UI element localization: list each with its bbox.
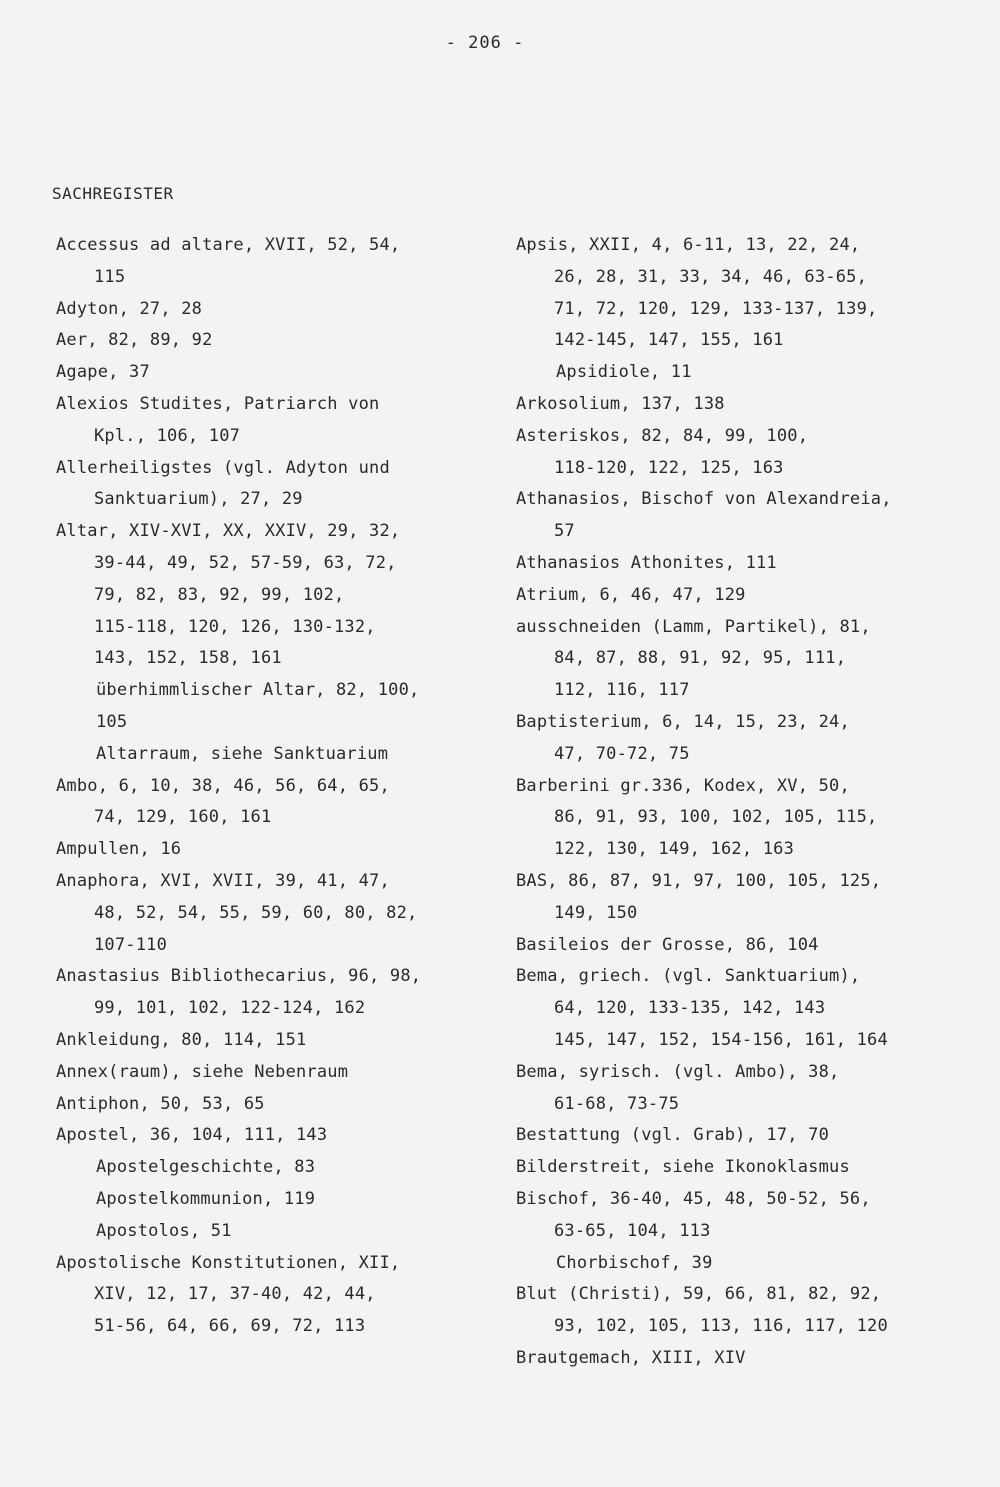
index-entry-continuation: 122, 130, 149, 162, 163 [554, 839, 795, 860]
index-subentry: 105 [96, 711, 128, 732]
index-entry: Arkosolium, 137, 138 [516, 393, 725, 414]
index-entry: Anastasius Bibliothecarius, 96, 98, [56, 966, 422, 987]
index-entry: Apostolische Konstitutionen, XII, [56, 1252, 401, 1273]
index-entry-continuation: 86, 91, 93, 100, 102, 105, 115, [554, 807, 878, 828]
index-entry-continuation: 26, 28, 31, 33, 34, 46, 63-65, [554, 266, 868, 287]
index-column-left [56, 230, 496, 1343]
index-entry-continuation: XIV, 12, 17, 37-40, 42, 44, [94, 1284, 376, 1305]
index-entry-continuation: 112, 116, 117 [554, 680, 690, 701]
index-entry-continuation: 47, 70-72, 75 [554, 743, 690, 764]
index-entry-continuation: Kpl., 106, 107 [94, 425, 241, 446]
index-subentry: Apostelkommunion, 119 [96, 1188, 316, 1209]
index-entry: Apostel, 36, 104, 111, 143 [56, 1125, 328, 1146]
index-entry: Bema, syrisch. (vgl. Ambo), 38, [516, 1061, 840, 1082]
index-entry-continuation: 93, 102, 105, 113, 116, 117, 120 [554, 1316, 888, 1337]
index-entry: Accessus ad altare, XVII, 52, 54, [56, 235, 401, 255]
index-entry: Aer, 82, 89, 92 [56, 330, 213, 351]
index-entry: Basileios der Grosse, 86, 104 [516, 934, 819, 955]
index-subentry: Chorbischof, 39 [556, 1252, 713, 1273]
index-entry-continuation: 115 [94, 266, 126, 287]
index-entry: Asteriskos, 82, 84, 99, 100, [516, 425, 809, 446]
index-entry: Athanasios Athonites, 111 [516, 552, 777, 573]
index-entry: Adyton, 27, 28 [56, 298, 203, 319]
index-entry: Atrium, 6, 46, 47, 129 [516, 584, 746, 605]
index-column-right [516, 230, 966, 1375]
index-entry-continuation: 79, 82, 83, 92, 99, 102, [94, 584, 345, 605]
index-entry: Ampullen, 16 [56, 839, 182, 860]
index-heading: SACHREGISTER [52, 184, 174, 203]
index-entry: Allerheiligstes (vgl. Adyton und [56, 457, 390, 478]
index-entry: Brautgemach, XIII, XIV [516, 1347, 746, 1368]
index-entry: Alexios Studites, Patriarch von [56, 393, 380, 414]
index-entry-continuation: 118-120, 122, 125, 163 [554, 457, 784, 478]
index-entry-continuation: 51-56, 64, 66, 69, 72, 113 [94, 1316, 366, 1337]
index-entry-continuation: 143, 152, 158, 161 [94, 648, 282, 669]
index-entry: Blut (Christi), 59, 66, 81, 82, 92, [516, 1284, 882, 1305]
index-entry: Agape, 37 [56, 362, 150, 383]
page-number: - 206 - [445, 33, 525, 53]
index-entry: Ankleidung, 80, 114, 151 [56, 1029, 307, 1050]
index-subentry: Apostolos, 51 [96, 1220, 232, 1241]
index-entry: Bischof, 36-40, 45, 48, 50-52, 56, [516, 1188, 871, 1209]
index-entry-continuation: Sanktuarium), 27, 29 [94, 489, 303, 510]
index-entry-continuation: 84, 87, 88, 91, 92, 95, 111, [554, 648, 847, 669]
index-entry-continuation: 74, 129, 160, 161 [94, 807, 272, 828]
index-entry-continuation: 115-118, 120, 126, 130-132, [94, 616, 376, 637]
index-subentry: Apsidiole, 11 [556, 362, 692, 383]
index-entry-continuation: 61-68, 73-75 [554, 1093, 680, 1114]
index-entry: ausschneiden (Lamm, Partikel), 81, [516, 616, 871, 637]
index-entry-continuation: 107-110 [94, 934, 168, 955]
index-entry: BAS, 86, 87, 91, 97, 100, 105, 125, [516, 870, 882, 891]
index-entry-continuation: 63-65, 104, 113 [554, 1220, 711, 1241]
index-entry: Anaphora, XVI, XVII, 39, 41, 47, [56, 870, 390, 891]
index-entry-continuation: 145, 147, 152, 154-156, 161, 164 [554, 1029, 888, 1050]
index-subentry: Altarraum, siehe Sanktuarium [96, 743, 389, 764]
index-entry: Apsis, XXII, 4, 6-11, 13, 22, 24, [516, 235, 861, 255]
index-entry-continuation: 64, 120, 133-135, 142, 143 [554, 998, 826, 1019]
index-entry-continuation: 142-145, 147, 155, 161 [554, 330, 784, 351]
index-entry-continuation: 71, 72, 120, 129, 133-137, 139, [554, 298, 878, 319]
index-entry: Annex(raum), siehe Nebenraum [56, 1061, 349, 1082]
index-entry: Bilderstreit, siehe Ikonoklasmus [516, 1157, 850, 1178]
index-entry: Athanasios, Bischof von Alexandreia, [516, 489, 892, 510]
index-subentry: überhimmlischer Altar, 82, 100, [96, 680, 420, 701]
index-subentry: Apostelgeschichte, 83 [96, 1157, 316, 1178]
index-entry-continuation: 99, 101, 102, 122-124, 162 [94, 998, 366, 1019]
index-entry: Bema, griech. (vgl. Sanktuarium), [516, 966, 861, 987]
index-entry: Barberini gr.336, Kodex, XV, 50, [516, 775, 850, 796]
index-entry: Bestattung (vgl. Grab), 17, 70 [516, 1125, 830, 1146]
index-entry: Altar, XIV-XVI, XX, XXIV, 29, 32, [56, 521, 401, 542]
index-entry: Ambo, 6, 10, 38, 46, 56, 64, 65, [56, 775, 390, 796]
index-entry-continuation: 149, 150 [554, 902, 638, 923]
index-entry-continuation: 39-44, 49, 52, 57-59, 63, 72, [94, 552, 397, 573]
index-entry: Antiphon, 50, 53, 65 [56, 1093, 265, 1114]
index-entry-continuation: 48, 52, 54, 55, 59, 60, 80, 82, [94, 902, 418, 923]
index-entry: Baptisterium, 6, 14, 15, 23, 24, [516, 711, 850, 732]
index-entry-continuation: 57 [554, 521, 575, 542]
